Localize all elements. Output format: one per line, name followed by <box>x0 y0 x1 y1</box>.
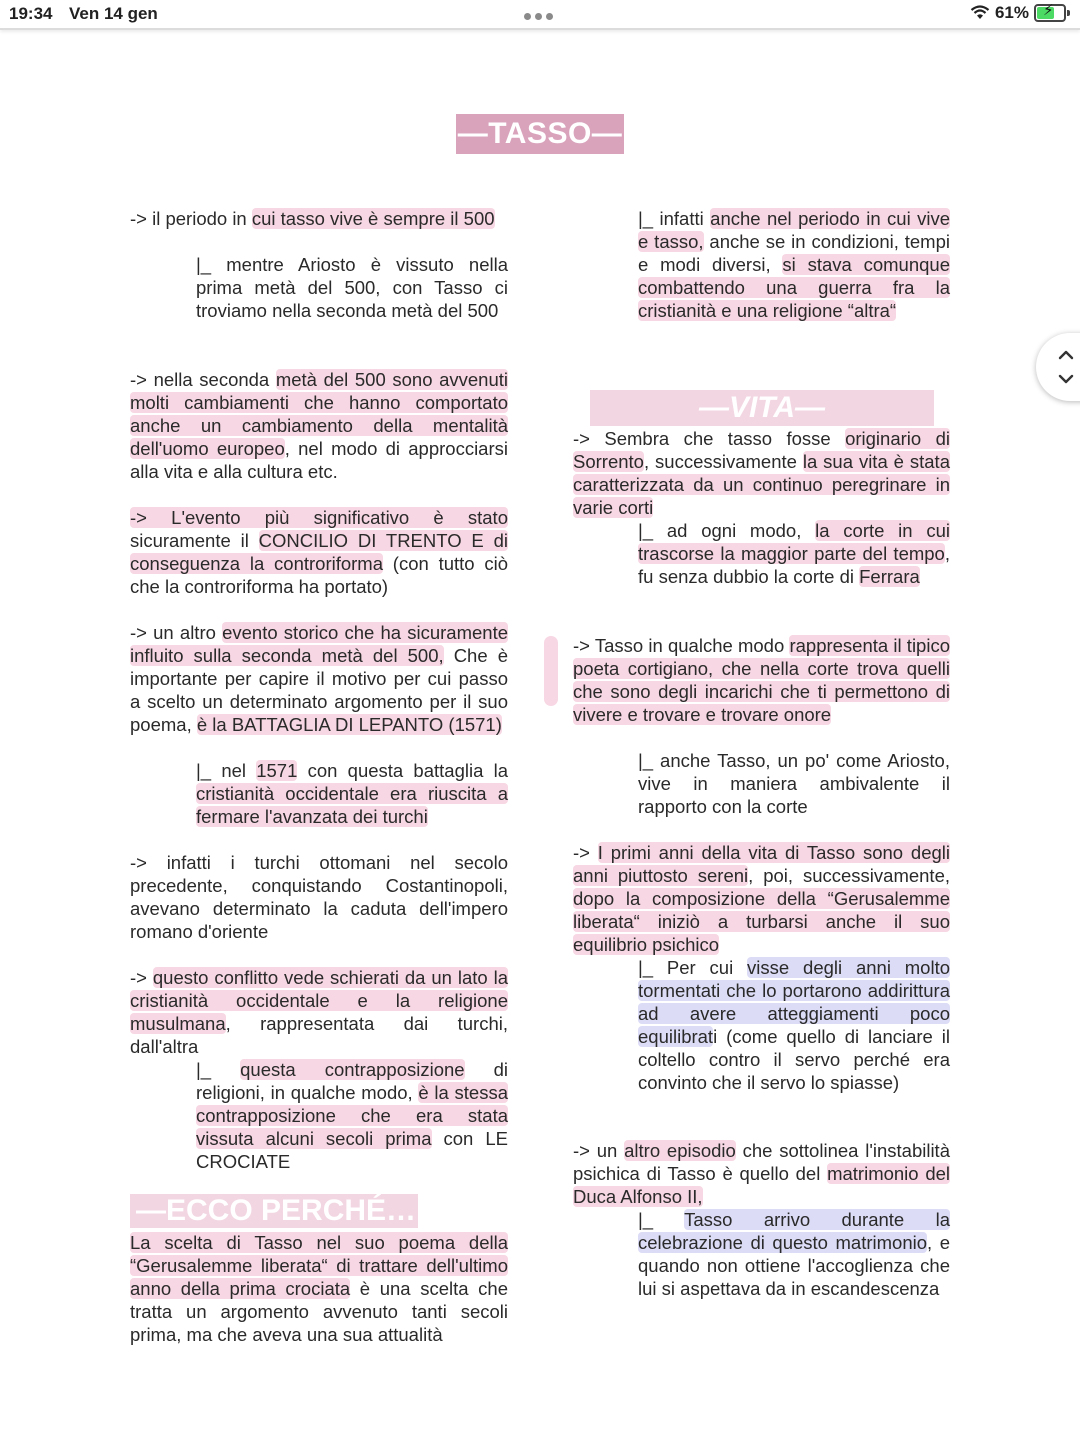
highlight-text: anche nel periodo in cui vive e tasso, <box>638 208 950 252</box>
highlight-text: I primi anni della vita di Tasso sono degli anni piuttosto sereni <box>573 842 951 886</box>
note-text: sicuramente il <box>130 530 259 551</box>
highlight-text: è la stessa contrapposizione che era stata vissuta alcuni secoli prima <box>196 1082 509 1149</box>
note-text: che sottolinea l'instabilità psichica di Tasso è quello del <box>573 1140 950 1184</box>
note-text: |_ <box>196 1059 241 1080</box>
note-text: |_ Per cui <box>638 957 748 978</box>
highlight-text: matrimonio del Duca Alfonso II, <box>573 1163 951 1207</box>
highlight-text: si stava comunque combattendo una guerra fra la cristianità e una religione “altra“ <box>638 254 950 321</box>
page-scroll-widget[interactable] <box>1036 333 1080 401</box>
note-block <box>130 506 508 598</box>
note-sub-block: |_ mentre Ariosto è vissuto nella prima metà del 500, con Tasso ci troviamo nella seconda metà del 500 <box>196 254 508 321</box>
status-date: Ven 14 gen <box>69 4 158 23</box>
note-text: -> Sembra che tasso fosse <box>573 428 846 449</box>
note-block <box>573 427 950 519</box>
note-text: Che è importante per capire il motivo per cui passo a scelto un determinato argomento per il suo poema, <box>130 645 508 735</box>
note-text: -> <box>573 842 598 863</box>
highlight-text: -> L'evento più significativo è stato <box>130 507 508 528</box>
highlight-text: la corte in cui trascorse la maggior parte del tempo <box>638 520 950 564</box>
status-time: 19:34 <box>9 4 53 23</box>
battery-percent: 61% <box>994 3 1029 22</box>
page-title: —TASSO— <box>456 114 624 154</box>
highlight-text: cristianità occidentale era riuscita a fermare l'avanzata dei turchi <box>196 783 508 827</box>
note-sub-block <box>196 1058 508 1173</box>
note-text: , successivamente <box>643 451 803 472</box>
note-text: -> <box>130 967 153 988</box>
blue-highlight-text: visse degli anni molto tormentati che lo portarono addirittura ad avere atteggiamenti poco equilibrat <box>638 957 951 1047</box>
status-right <box>970 3 1070 23</box>
note-sub-block <box>638 956 950 1094</box>
battery-tip <box>1067 10 1070 16</box>
highlight-text: dopo la composizione della “Gerusalemme liberata“ iniziò a turbarsi anche il suo equilibrio psichico <box>573 888 950 955</box>
highlight-text: rappresenta il tipico poeta cortigiano, che nella corte trova quelli che sono degli incarichi che ti permettono di vivere e trovare e trovare onore <box>573 635 950 725</box>
note-sub-block <box>638 1208 950 1300</box>
note-block <box>573 1139 950 1208</box>
note-text: -> un <box>573 1140 625 1161</box>
multitasking-dots-icon[interactable] <box>524 13 553 20</box>
battery-icon <box>1034 4 1066 22</box>
charging-bolt-icon: ⚡ <box>1043 2 1054 19</box>
note-text: -> il periodo in <box>130 208 252 229</box>
note-text: , poi, successivamente, <box>748 865 950 886</box>
note-sub-block <box>196 759 508 828</box>
note-text: |_ nel <box>196 760 257 781</box>
note-text: (con tutto ciò che la controriforma ha portato) <box>130 553 509 597</box>
highlight-text: CONCILIO DI TRENTO E di conseguenza la controriforma <box>130 530 508 574</box>
note-text: , nel modo di approcciarsi alla vita e alla cultura etc. <box>130 438 508 482</box>
note-text: |_ infatti <box>638 208 711 229</box>
highlight-text: originario di Sorrento <box>573 428 950 472</box>
chevron-up-icon[interactable] <box>1056 345 1076 365</box>
note-sub-block <box>638 207 950 322</box>
highlight-text: evento storico che ha sicuramente influito sulla seconda metà del 500, <box>130 622 509 666</box>
chevron-down-icon[interactable] <box>1056 369 1076 389</box>
note-block <box>130 1231 508 1346</box>
highlight-text: altro episodio <box>624 1140 736 1161</box>
highlight-text: la sua vita è stata caratterizzata da un continuo peregrinare in varie corti <box>573 451 950 518</box>
note-block <box>573 841 950 956</box>
note-block <box>573 634 950 726</box>
wifi-icon <box>970 5 990 21</box>
note-text: |_ ad ogni modo, <box>638 520 816 541</box>
note-block: -> infatti i turchi ottomani nel secolo precedente, conquistando Costantinopoli, avevano determinato la caduta dell'impero romano d'oriente <box>130 852 508 942</box>
note-text: con questa battaglia la <box>297 760 508 781</box>
note-block <box>130 621 508 736</box>
highlight-text: è la BATTAGLIA DI LEPANTO (1571) <box>196 714 502 735</box>
note-text: -> Tasso in qualche modo <box>573 635 790 656</box>
status-bar <box>0 0 1080 30</box>
section-title-ecco-perche: —ECCO PERCHÉ… <box>130 1194 418 1228</box>
note-text: |_ <box>638 1209 685 1230</box>
section-title-vita: —VITA— <box>590 390 934 426</box>
highlight-text: Ferrara <box>859 566 920 587</box>
pen-stroke-mark <box>544 636 558 706</box>
highlight-text: metà del 500 sono avvenuti molti cambiamenti che hanno comportato anche un cambiamento della mentalità dell'uomo europeo <box>130 369 509 459</box>
note-text: i (come quello di lanciare il coltello contro il servo perché era convinto che il servo lo spiasse) <box>638 1026 950 1093</box>
blue-highlight-text: Tasso arrivo durante la celebrazione di questo matrimonio <box>638 1209 950 1253</box>
note-block <box>130 207 510 230</box>
highlight-text: 1571 <box>256 760 298 781</box>
note-text: , rappresentata dai turchi, dall'altra <box>130 1013 508 1057</box>
note-text: è una scelta che tratta un argomento avvenuto tanti secoli prima, ma che aveva una sua attualità <box>130 1278 508 1345</box>
note-text: , fu senza dubbio la corte di <box>638 543 950 587</box>
highlight-text: cui tasso vive è sempre il 500 <box>251 208 495 229</box>
highlight-text: La scelta di Tasso nel suo poema della “Gerusalemme liberata“ di trattare dell'ultimo anno della prima crociata <box>130 1232 508 1299</box>
note-sub-block: |_ anche Tasso, un po' come Ariosto, vive in maniera ambivalente il rapporto con la corte <box>638 750 950 817</box>
note-sub-block <box>638 519 950 588</box>
note-block <box>130 966 508 1058</box>
note-text: , e quando non ottiene l'accoglienza che lui si aspettava da in escandescenza <box>638 1232 950 1299</box>
note-text: anche se in condizioni, tempi e modi diversi, <box>638 231 950 275</box>
highlight-text: questo conflitto vede schierati da un lato la cristianità occidentale e la religione musulmana <box>130 967 508 1034</box>
note-block <box>130 368 508 483</box>
highlight-text: questa contrapposizione <box>240 1059 465 1080</box>
note-text: -> nella seconda <box>130 369 276 390</box>
note-text: -> un altro <box>130 622 223 643</box>
note-text: di religioni, in qualche modo, <box>196 1059 509 1103</box>
note-text: con LE CROCIATE <box>196 1128 508 1172</box>
